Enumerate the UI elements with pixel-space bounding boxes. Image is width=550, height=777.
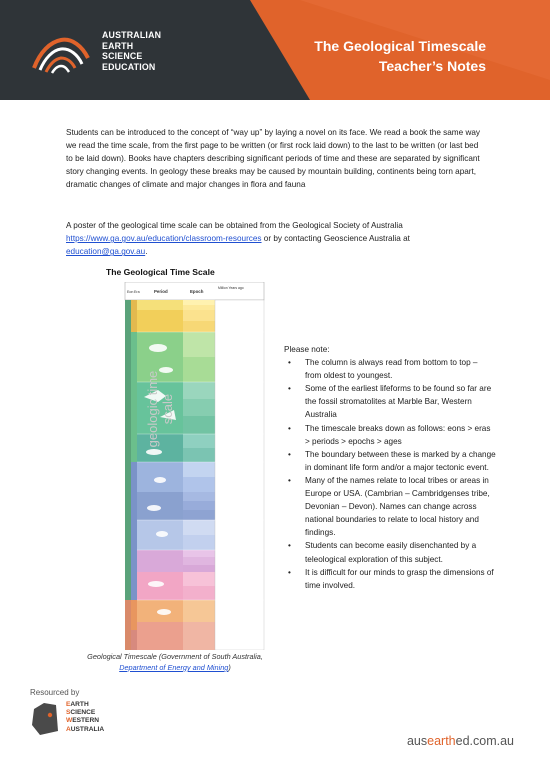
poster-text-middle: or by contacting Geoscience Australia at bbox=[261, 234, 410, 244]
note-text: It is difficult for our minds to grasp the dimensions of time involved. bbox=[305, 567, 494, 590]
title-line-2: Teacher’s Notes bbox=[378, 58, 486, 74]
site-accent: earth bbox=[427, 734, 456, 748]
notes-list bbox=[284, 356, 496, 592]
eswa-line-3: WESTERN bbox=[66, 717, 99, 725]
poster-text-after: . bbox=[145, 247, 148, 257]
eswa-line-4: AUSTRALIA bbox=[66, 725, 105, 733]
notes-heading: Please note: bbox=[284, 345, 330, 354]
bullet-icon: • bbox=[288, 384, 291, 394]
timescale-chart-image bbox=[114, 282, 266, 650]
geological-timescale-figure bbox=[114, 282, 266, 650]
caption-end: ) bbox=[228, 663, 231, 672]
bullet-icon: • bbox=[288, 358, 291, 368]
bullet-icon: • bbox=[288, 541, 291, 551]
caption-text: Geological Timescale (Government of South Australia, bbox=[87, 652, 263, 661]
document-title bbox=[314, 36, 486, 76]
header-epoch: Epoch bbox=[190, 289, 204, 294]
resourced-by-label: Resourced by bbox=[30, 688, 80, 697]
logo-line-3: SCIENCE bbox=[102, 51, 143, 61]
list-item bbox=[284, 382, 496, 421]
note-text: The column is always read from bottom to top – from oldest to youngest. bbox=[305, 358, 478, 381]
logo-line-2: EARTH bbox=[102, 40, 134, 51]
poster-text-before: A poster of the geological time scale can be obtained from the Geological Society of Australia bbox=[66, 221, 403, 230]
poster-paragraph bbox=[66, 219, 486, 258]
note-text: Many of the names relate to local tribes or areas in Europe or USA. (Cambrian – Cambridgenses tribe, Devonian – Devon). Names can change across national boundaries to relate to local history and findings. bbox=[305, 475, 490, 538]
site-prefix: aus bbox=[406, 734, 428, 748]
bullet-icon: • bbox=[288, 567, 291, 577]
figure-side-label: geologic time scale bbox=[145, 370, 175, 448]
figure-title: The Geological Time Scale bbox=[106, 267, 215, 277]
notes-section bbox=[284, 343, 496, 592]
caption-link[interactable]: Department of Energy and Mining bbox=[119, 663, 229, 672]
website-url[interactable] bbox=[407, 734, 514, 748]
western-australia-map-icon bbox=[30, 701, 60, 737]
title-line-1: The Geological Timescale bbox=[314, 38, 486, 54]
bullet-icon: • bbox=[288, 475, 291, 485]
site-suffix: ed.com.au bbox=[455, 734, 514, 748]
note-text: The boundary between these is marked by a change in dominant life form and/or a major tectonic event. bbox=[305, 449, 496, 472]
eswa-logo-text bbox=[66, 701, 104, 734]
intro-paragraph: Students can be introduced to the concept of “way up” by laying a novel on its face. We read a book the same way we read the time scale, from the first page to be written (or first rock laid down) to the last to be written (or last bed to be laid down). Books have chapters describing significant periods of time and these are separated by significant story changing events. In geology these breaks may be caused by mountain building, continents being torn apart, dramatic changes of climate and major changes in flora and fauna bbox=[66, 128, 481, 190]
bullet-icon: • bbox=[288, 449, 291, 459]
list-item bbox=[284, 539, 496, 565]
note-text: Some of the earliest lifeforms to be found so far are the fossil stromatolites at Marble Bar, Western Australia bbox=[305, 384, 492, 420]
page-header bbox=[0, 0, 550, 100]
figure-caption bbox=[80, 651, 270, 673]
note-text: The timescale breaks down as follows: eons > eras > periods > epochs > ages bbox=[305, 423, 491, 446]
list-item bbox=[284, 422, 496, 448]
header-mya: Million Years ago bbox=[218, 286, 244, 290]
header-era: Era bbox=[134, 290, 140, 294]
bullet-icon: • bbox=[288, 423, 291, 433]
list-item bbox=[284, 356, 496, 382]
list-item bbox=[284, 448, 496, 474]
header-eon: Eon bbox=[127, 290, 134, 294]
list-item bbox=[284, 566, 496, 592]
header-period: Period bbox=[154, 289, 168, 294]
eswa-line-1: EARTH bbox=[66, 701, 89, 708]
list-item bbox=[284, 474, 496, 539]
note-text: Students can become easily disenchanted by a teleological exploration of this subject. bbox=[305, 541, 477, 564]
ga-classroom-resources-link[interactable]: https://www.ga.gov.au/education/classroom-resources bbox=[66, 234, 262, 244]
logo-line-1: AUSTRALIAN bbox=[102, 30, 162, 40]
logo-line-4: EDUCATION bbox=[102, 61, 156, 72]
ga-education-email-link[interactable]: education@ga.gov.au bbox=[66, 247, 146, 257]
eswa-logo bbox=[30, 701, 104, 737]
aese-logo-mark-icon bbox=[30, 28, 92, 74]
eswa-line-2: SCIENCE bbox=[66, 709, 96, 717]
aese-logo bbox=[30, 28, 161, 74]
